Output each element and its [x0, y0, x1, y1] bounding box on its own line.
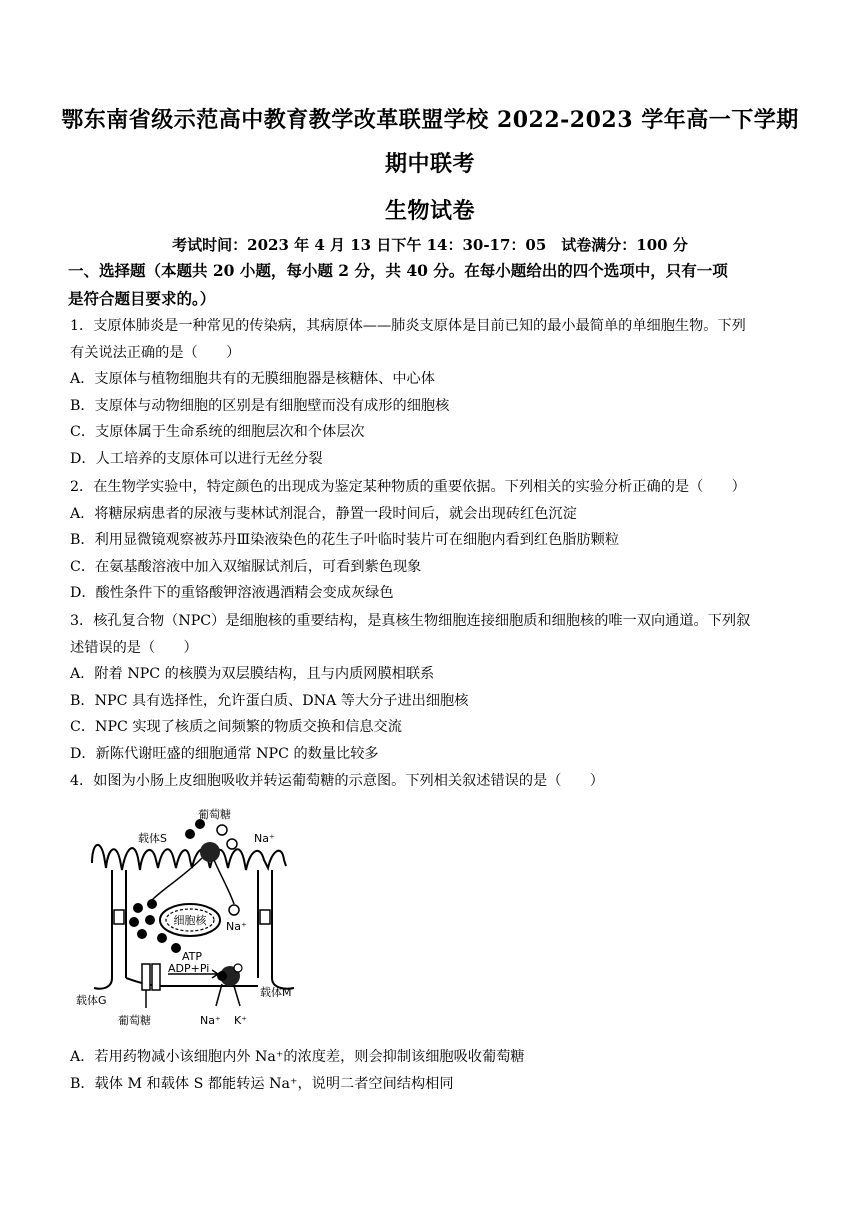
label-nucleus: 细胞核: [173, 914, 207, 927]
question-stem: 4．如图为小肠上皮细胞吸收并转运葡萄糖的示意图。下列相关叙述错误的是（ ）: [70, 773, 604, 789]
option-d: D．酸性条件下的重铬酸钾溶液遇酒精会变成灰绿色: [70, 585, 394, 601]
option-a: A．支原体与植物细胞共有的无膜细胞器是核糖体、中心体: [70, 371, 435, 387]
option-a: A．将糖尿病患者的尿液与斐林试剂混合，静置一段时间后，就会出现砖红色沉淀: [70, 505, 577, 522]
label-glucose-bottom: 葡萄糖: [118, 1014, 151, 1027]
question-1: [70, 313, 810, 472]
option-a: A．附着 NPC 的核膜为双层膜结构，且与内质网膜相联系: [70, 666, 435, 682]
intestinal-cell-diagram: [72, 808, 314, 1032]
option-b: B．利用显微镜观察被苏丹Ⅲ染液染色的花生子叶临时装片可在细胞内看到红色脂肪颗粒: [70, 532, 620, 548]
label-na-top: Na⁺: [254, 832, 275, 845]
exam-title-line2: 期中联考: [384, 151, 475, 177]
left-cell-side: [94, 870, 112, 989]
label-glucose-top: 葡萄糖: [198, 808, 231, 821]
option-c: C．支原体属于生命系统的细胞层次和个体层次: [70, 424, 365, 440]
exam-title-line1: 鄂东南省级示范高中教育教学改革联盟学校 2022-2023 学年高一下学期: [61, 107, 799, 133]
subject-title: 生物试卷: [384, 198, 475, 224]
label-k-bottom: K⁺: [234, 1014, 248, 1027]
section-heading: [68, 257, 808, 313]
exam-info: 考试时间：2023 年 4 月 13 日下午 14：30-17：05 试卷满分：100 分: [172, 236, 688, 254]
question-2: [70, 474, 810, 607]
option-c: C．NPC 实现了核质之间频繁的物质交换和信息交流: [70, 719, 402, 735]
question-stem: 3．核孔复合物（NPC）是细胞核的重要结构，是真核生物细胞连接细胞质和细胞核的唯一双向通道。下列叙: [70, 613, 751, 629]
question-stem: 1．支原体肺炎是一种常见的传染病，其病原体——肺炎支原体是目前已知的最小最简单的单细胞生物。下列: [70, 318, 746, 334]
question-stem: 2．在生物学实验中，特定颜色的出现成为鉴定某种物质的重要依据。下列相关的实验分析正确的是（ ）: [70, 479, 746, 495]
section-heading-line2: 是符合题目要求的。）: [68, 289, 216, 308]
label-na-bottom: Na⁺: [200, 1014, 221, 1027]
microvilli-membrane: [92, 845, 286, 870]
label-adp: ADP+Pi: [168, 962, 210, 975]
label-carrier-s: 载体S: [138, 832, 167, 845]
option-d: D．新陈代谢旺盛的细胞通常 NPC 的数量比较多: [70, 745, 379, 762]
option-b: B．NPC 具有选择性，允许蛋白质、DNA 等大分子进出细胞核: [70, 692, 469, 709]
question-4-options: [70, 1044, 810, 1097]
label-atp: ATP: [182, 950, 203, 963]
carrier-g: [142, 964, 150, 990]
label-na-mid: Na⁺: [226, 920, 247, 933]
option-d: D．人工培养的支原体可以进行无丝分裂: [70, 450, 323, 467]
option-b: B．支原体与动物细胞的区别是有细胞壁而没有成形的细胞核: [70, 397, 450, 414]
option-a: A．若用药物减小该细胞内外 Na⁺的浓度差，则会抑制该细胞吸收葡萄糖: [70, 1049, 525, 1065]
label-carrier-g: 载体G: [76, 994, 107, 1007]
section-heading-line1: 一、选择题（本题共 20 小题，每小题 2 分，共 40 分。在每小题给出的四个选项中，只有一项: [68, 261, 728, 280]
question-stem: 有关说法正确的是（ ）: [70, 344, 241, 361]
label-carrier-m: 载体M: [260, 986, 292, 999]
question-3: [70, 608, 810, 767]
option-c: C．在氨基酸溶液中加入双缩脲试剂后，可看到紫色现象: [70, 558, 422, 575]
question-stem: 述错误的是（ ）: [70, 639, 198, 656]
option-b: B．载体 M 和载体 S 都能转运 Na⁺，说明二者空间结构相同: [70, 1075, 454, 1092]
question-4: [70, 768, 810, 795]
right-cell-side-outer: [272, 870, 294, 989]
